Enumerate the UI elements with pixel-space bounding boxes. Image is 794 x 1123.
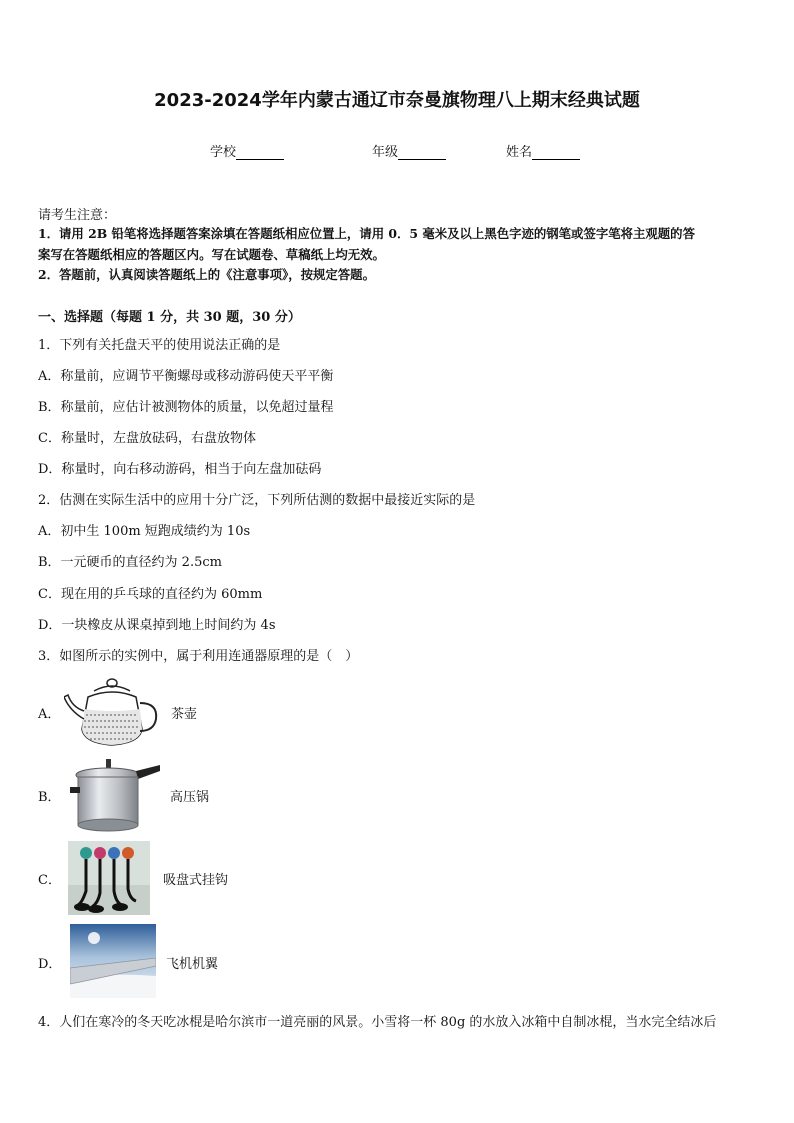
name-field	[506, 141, 580, 160]
grade-label: 年级	[372, 145, 399, 160]
question-3-stem: 3．如图所示的实例中，属于利用连通器原理的是（ ）	[38, 649, 359, 664]
school-label: 学校	[210, 145, 237, 160]
name-blank	[532, 146, 580, 160]
teapot-icon	[64, 673, 160, 753]
question-1-option-b: B．称量前，应估计被测物体的质量，以免超过量程	[38, 400, 334, 415]
question-2-option-b: B．一元硬币的直径约为 2.5cm	[38, 555, 222, 570]
question-3-option-a-letter: A．	[38, 707, 61, 722]
name-label: 姓名	[506, 145, 533, 160]
grade-field	[372, 141, 446, 160]
question-1-option-d: D．称量时，向右移动游码，相当于向左盘加砝码	[38, 462, 322, 477]
question-3-option-c-label: 吸盘式挂钩	[163, 873, 229, 888]
notice-heading: 请考生注意：	[38, 208, 117, 223]
page-title: 2023-2024学年内蒙古通辽市奈曼旗物理八上期末经典试题	[154, 90, 640, 111]
notice-item2: 2．答题前，认真阅读答题纸上的《注意事项》，按规定答题。	[38, 267, 375, 282]
notice-item1-line1: 1．请用 2B 铅笔将选择题答案涂填在答题纸相应位置上，请用 0．5 毫米及以上黑色字迹的钢笔或签字笔将主观题的答	[38, 226, 695, 241]
airplane-wing-icon	[70, 924, 156, 1002]
question-1-option-c: C．称量时，左盘放砝码，右盘放物体	[38, 431, 256, 446]
question-2-option-a: A．初中生 100m 短跑成绩约为 10s	[38, 524, 251, 539]
question-3-option-b-letter: B．	[38, 790, 61, 805]
question-3-option-b-label: 高压锅	[170, 790, 210, 805]
question-4-stem: 4．人们在寒冷的冬天吃冰棍是哈尔滨市一道亮丽的风景。小雪将一杯 80g 的水放入冰箱中自制冰棍，当水完全结冰后	[38, 1015, 717, 1030]
question-2-option-d: D．一块橡皮从课桌掉到地上时间约为 4s	[38, 618, 276, 633]
question-1-stem: 1．下列有关托盘天平的使用说法正确的是	[38, 338, 281, 353]
question-2-stem: 2．估测在实际生活中的应用十分广泛，下列所估测的数据中最接近实际的是	[38, 493, 476, 508]
question-3-option-d-letter: D．	[38, 957, 62, 972]
question-3-option-a-label: 茶壶	[171, 707, 198, 722]
suction-hook-icon	[68, 841, 150, 919]
question-3-option-c-letter: C．	[38, 873, 61, 888]
notice-item1-line2: 案写在答题纸相应的答题区内。写在试题卷、草稿纸上均无效。	[38, 247, 385, 262]
question-1-option-a: A．称量前，应调节平衡螺母或移动游码使天平平衡	[38, 369, 334, 384]
school-field	[210, 141, 284, 160]
section-heading: 一、选择题（每题 1 分，共 30 题，30 分）	[38, 310, 301, 325]
school-blank	[236, 146, 284, 160]
grade-blank	[398, 146, 446, 160]
question-3-option-d-label: 飞机机翼	[166, 957, 219, 972]
pressure-cooker-icon	[66, 757, 162, 837]
question-2-option-c: C．现在用的乒乓球的直径约为 60mm	[38, 587, 263, 602]
